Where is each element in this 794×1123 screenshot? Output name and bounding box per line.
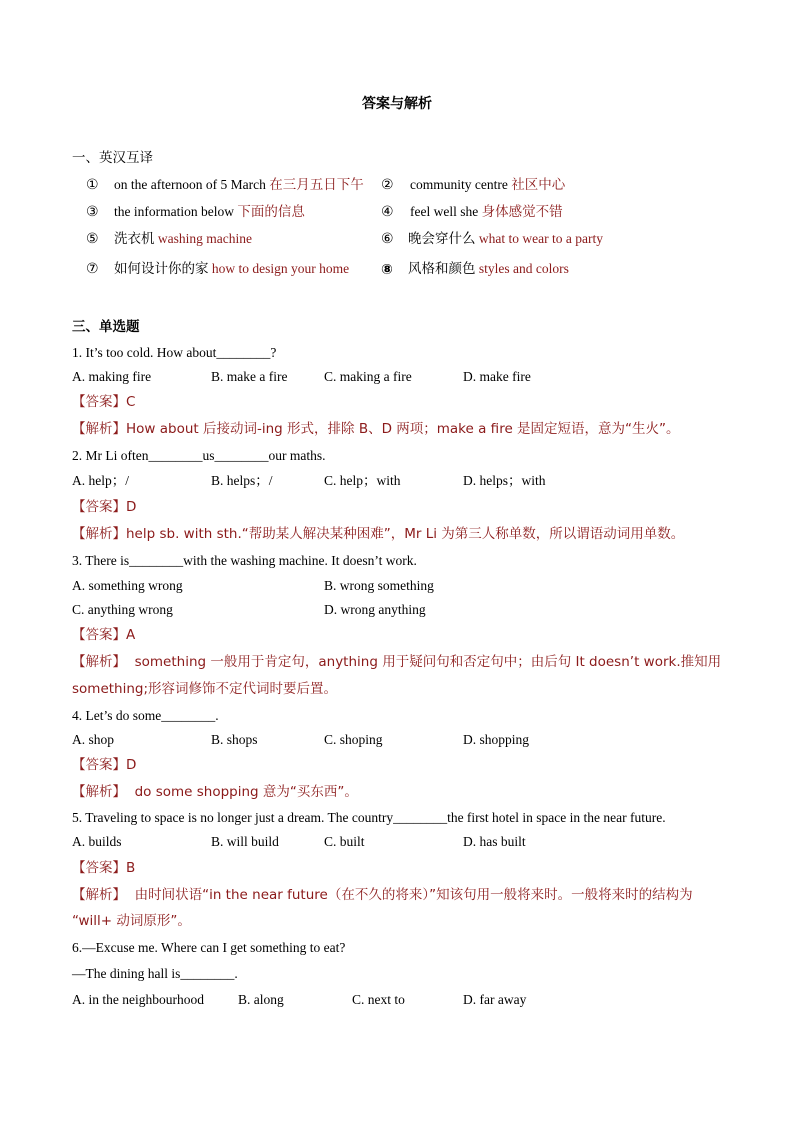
question-stem: 3. There is________with the washing machine. It doesn’t work.: [72, 553, 417, 568]
answer-value: D: [126, 499, 137, 515]
question-option: C. anything wrong: [72, 602, 173, 617]
item-number: ⑥: [381, 231, 394, 247]
translation-item: 风格和颜色 styles and colors: [408, 261, 569, 277]
answer-value: B: [126, 860, 136, 876]
question-option: A. making fire: [72, 369, 152, 384]
analysis-text: 由时间状语“in the near future（在不久的将来）”知该句用一般将来时。一般将来时的结构为: [134, 887, 693, 903]
analysis-text: do some shopping 意为“买东西”。: [134, 784, 358, 800]
translation-item: community centre 社区中心: [410, 177, 566, 193]
question-option: C. making a fire: [324, 369, 412, 384]
analysis-line: 【解析】 由时间状语“in the near future（在不久的将来）”知该句用一般将来时。一般将来时的结构为: [72, 887, 693, 903]
question-option: B. along: [238, 992, 284, 1007]
translation-item: on the afternoon of 5 March 在三月五日下午: [114, 177, 364, 193]
question-option: B. will build: [211, 834, 279, 849]
translation-answer: washing machine: [157, 231, 252, 246]
answer-line: 【答案】B: [72, 860, 136, 876]
answer-line: 【答案】D: [72, 757, 137, 773]
analysis-text: something;形容词修饰不定代词时要后置。: [72, 681, 338, 697]
question-option: C. help；with: [324, 473, 401, 488]
translation-answer: how to design your home: [211, 261, 350, 276]
question-option: C. built: [324, 834, 365, 849]
question-option: A. something wrong: [72, 578, 183, 593]
translation-item: feel well she 身体感觉不错: [410, 204, 563, 220]
question-option: C. shoping: [324, 732, 383, 747]
section-heading-single-choice: 三、单选题: [72, 319, 140, 335]
translation-answer: styles and colors: [478, 261, 569, 276]
translation-answer: 身体感觉不错: [481, 204, 563, 220]
question-stem: 6.—Excuse me. Where can I get something to eat?: [72, 940, 346, 955]
question-stem: 4. Let’s do some________.: [72, 708, 219, 723]
item-number: ②: [381, 177, 394, 193]
item-number: ③: [86, 204, 99, 220]
analysis-text: How about 后接动词-ing 形式，排除 B、D 两项；make a fire 是固定短语，意为“生火”。: [126, 421, 680, 437]
translation-item: the information below 下面的信息: [114, 204, 305, 220]
question-option: B. shops: [211, 732, 258, 747]
question-option: A. in the neighbourhood: [72, 992, 204, 1007]
item-number: ⑤: [86, 231, 99, 247]
answer-value: A: [126, 627, 136, 643]
item-number: ①: [86, 177, 99, 193]
translation-answer: 社区中心: [511, 177, 566, 193]
answer-value: D: [126, 757, 137, 773]
item-number: ⑦: [86, 261, 99, 277]
question-option: D. far away: [463, 992, 527, 1007]
question-option: D. make fire: [463, 369, 531, 384]
question-option: D. helps；with: [463, 473, 546, 488]
translation-answer: what to wear to a party: [478, 231, 603, 246]
analysis-text: something 一般用于肯定句，anything 用于疑问句和否定句中；由后句 It doesn’t work.推知用: [134, 654, 722, 670]
translation-answer: 下面的信息: [237, 204, 305, 220]
question-option: B. helps；/: [211, 473, 273, 488]
answer-value: C: [126, 394, 136, 410]
answer-line: 【答案】D: [72, 499, 137, 515]
question-stem: 5. Traveling to space is no longer just a dream. The country________the first hotel in space in the near future.: [72, 810, 666, 825]
question-option: D. wrong anything: [324, 602, 426, 617]
question-option: D. shopping: [463, 732, 530, 747]
question-stem: 2. Mr Li often________us________our maths.: [72, 448, 326, 463]
answer-line: 【答案】C: [72, 394, 136, 410]
question-option: B. make a fire: [211, 369, 288, 384]
translation-item: 洗衣机 washing machine: [114, 231, 252, 247]
question-stem-reply: —The dining hall is________.: [72, 966, 238, 981]
question-stem: 1. It’s too cold. How about________?: [72, 345, 277, 360]
section-heading-translation: 一、英汉互译: [72, 150, 153, 166]
analysis-line: 【解析】 do some shopping 意为“买东西”。: [72, 784, 358, 800]
analysis-line: 【解析】 something 一般用于肯定句，anything 用于疑问句和否定句中；由后句 It doesn’t work.推知用: [72, 654, 722, 670]
analysis-text: “will+ 动词原形”。: [72, 913, 191, 929]
analysis-text: help sb. with sth.“帮助某人解决某种困难”，Mr Li 为第三人称单数，所以谓语动词用单数。: [126, 526, 685, 542]
translation-answer: 在三月五日下午: [269, 177, 364, 193]
answer-line: 【答案】A: [72, 627, 136, 643]
item-number: ⑧: [381, 262, 393, 278]
question-option: B. wrong something: [324, 578, 434, 593]
question-option: C. next to: [352, 992, 405, 1007]
analysis-line: 【解析】help sb. with sth.“帮助某人解决某种困难”，Mr Li 为第三人称单数，所以谓语动词用单数。: [72, 526, 685, 542]
translation-item: 如何设计你的家 how to design your home: [114, 261, 350, 277]
question-option: A. help；/: [72, 473, 129, 488]
question-option: A. builds: [72, 834, 122, 849]
translation-item: 晚会穿什么 what to wear to a party: [408, 231, 603, 247]
question-option: D. has built: [463, 834, 526, 849]
page-title: 答案与解析: [362, 97, 432, 112]
analysis-line: 【解析】How about 后接动词-ing 形式，排除 B、D 两项；make a fire 是固定短语，意为“生火”。: [72, 421, 680, 437]
item-number: ④: [381, 204, 394, 220]
question-option: A. shop: [72, 732, 115, 747]
